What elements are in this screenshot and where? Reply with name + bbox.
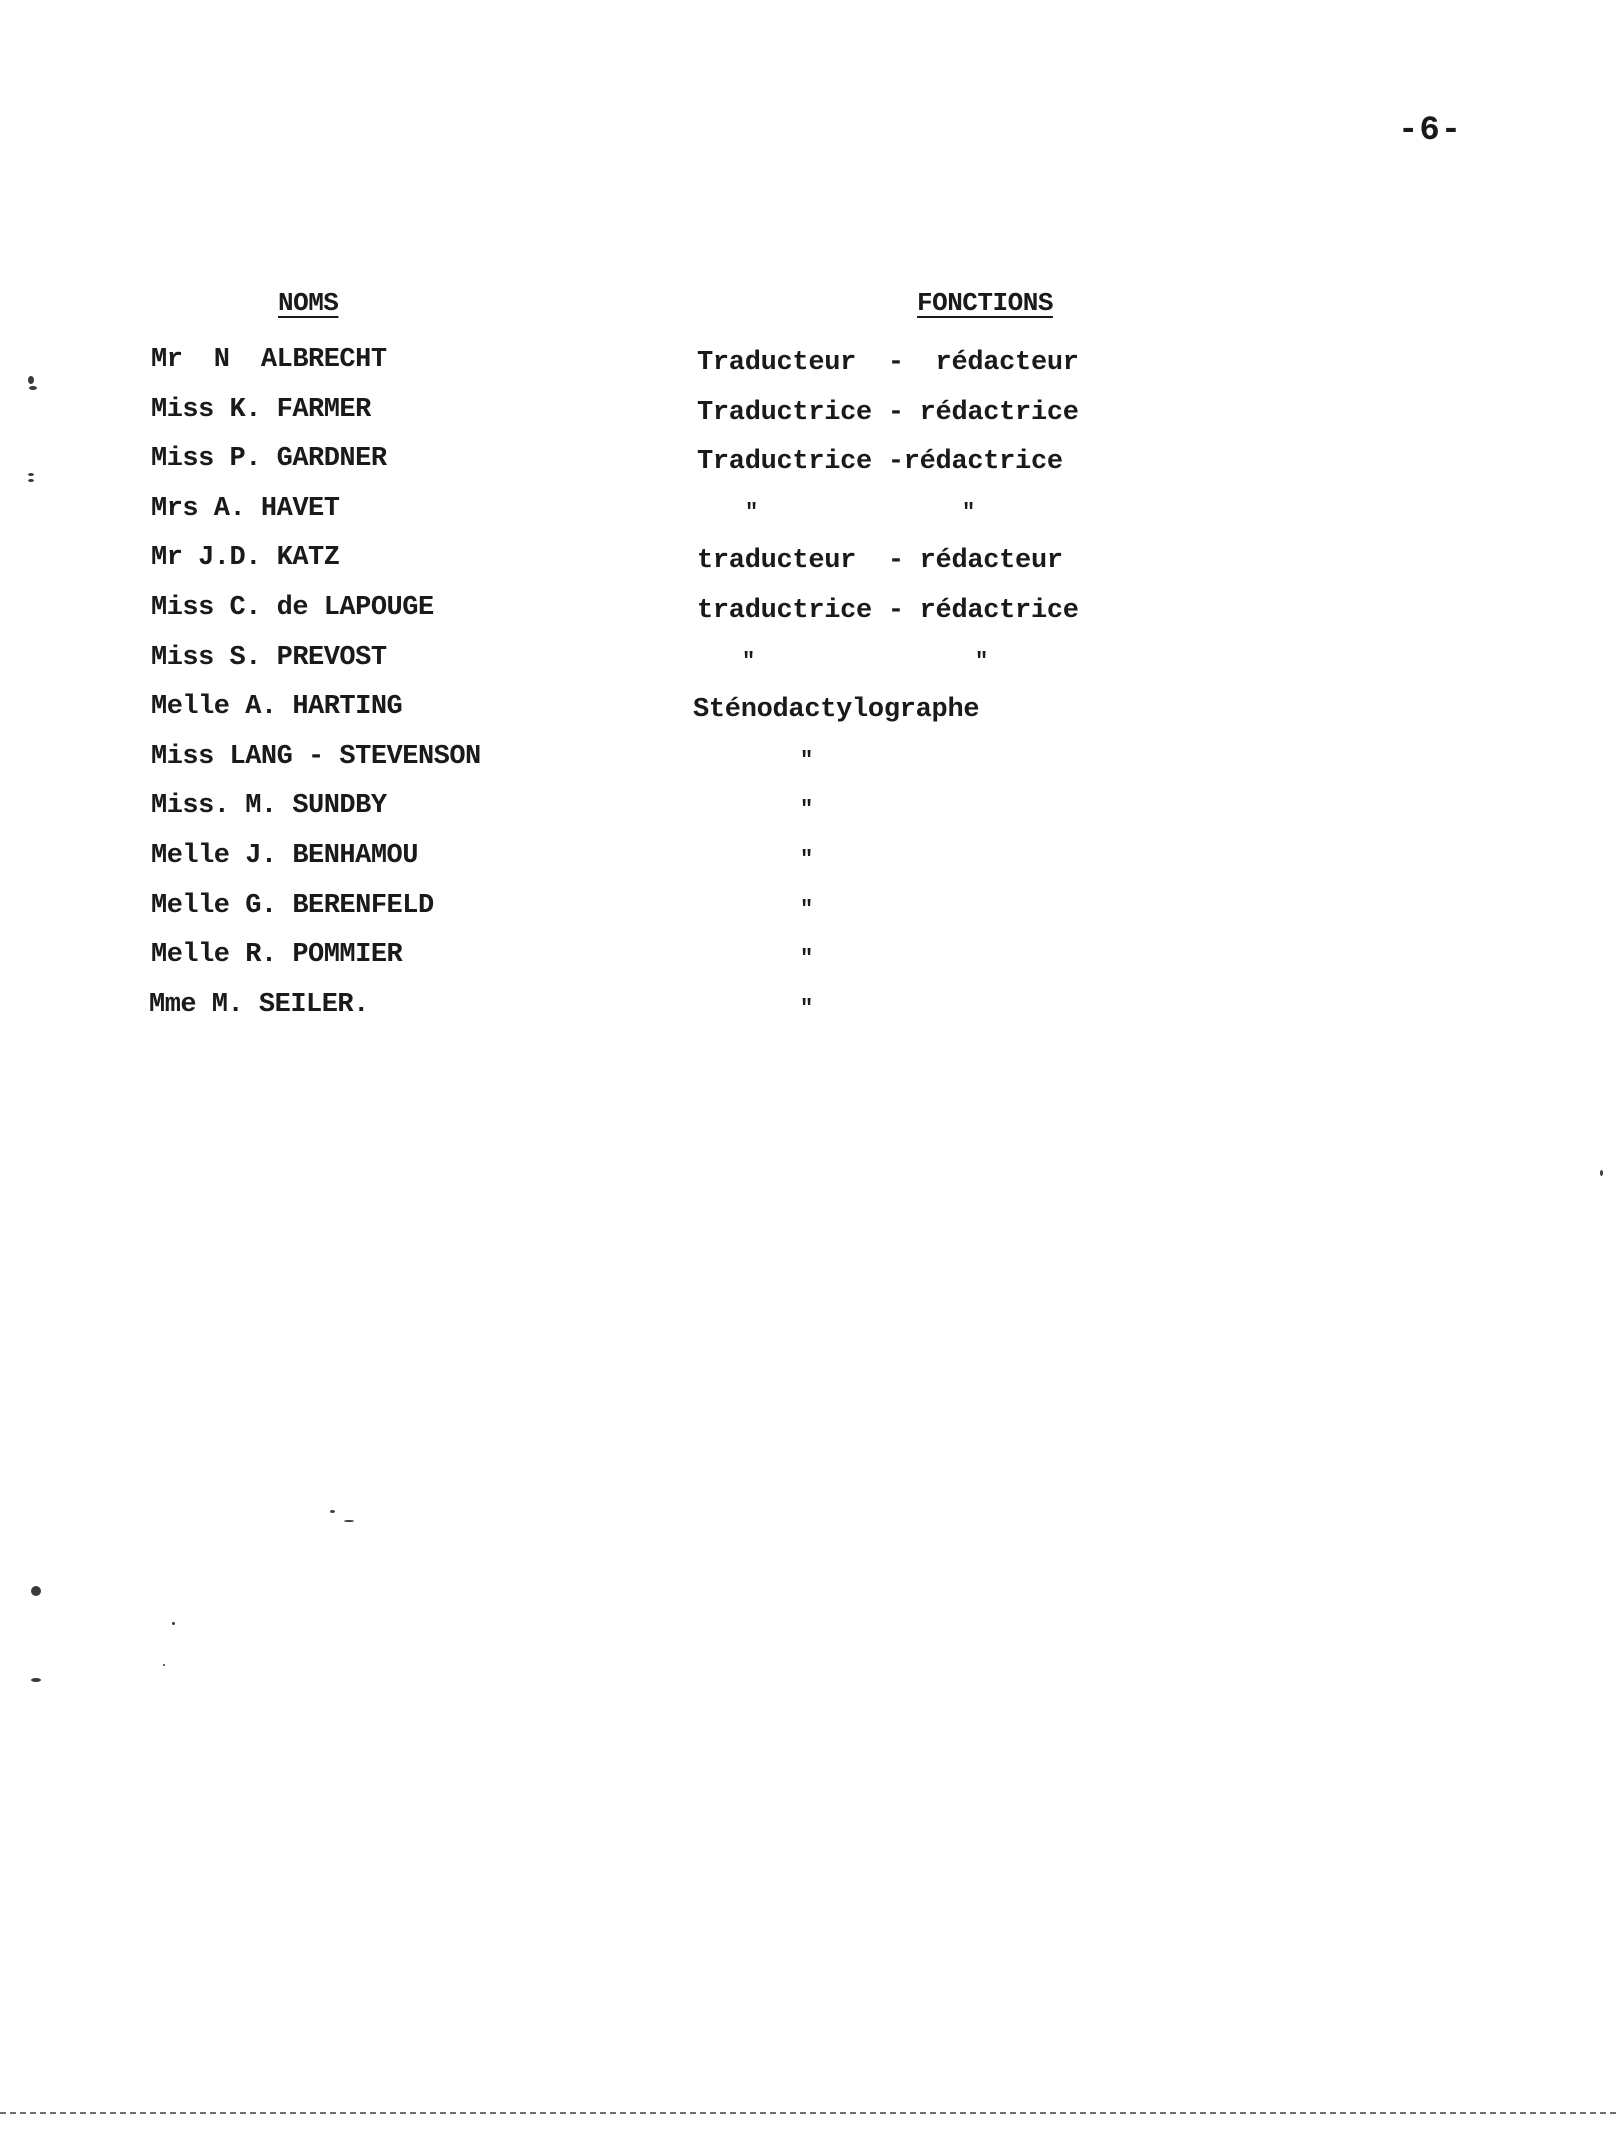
- roster-row: [0, 940, 1616, 990]
- scan-speck: [172, 1622, 175, 1625]
- staff-name: Melle A. HARTING: [151, 692, 403, 723]
- staff-name: Mr J.D. KATZ: [151, 543, 340, 574]
- page-number: -6-: [1398, 112, 1463, 150]
- staff-function: Sténodactylographe: [693, 695, 980, 726]
- staff-name: Melle G. BERENFELD: [151, 890, 434, 921]
- roster-row: [0, 841, 1616, 891]
- roster-row: [0, 692, 1616, 742]
- roster-row: [0, 593, 1616, 643]
- roster-row: [0, 891, 1616, 941]
- staff-name: Miss P. GARDNER: [151, 444, 387, 475]
- scan-speck: [28, 479, 34, 482]
- ditto-mark: ": [975, 648, 989, 674]
- ditto-mark: ": [800, 846, 814, 872]
- scan-speck: [28, 376, 34, 384]
- roster-row: [0, 494, 1616, 544]
- staff-name: Melle J. BENHAMOU: [151, 840, 418, 871]
- ditto-mark: ": [962, 499, 976, 525]
- staff-name: Miss. M. SUNDBY: [151, 791, 387, 822]
- scan-speck: [28, 473, 34, 476]
- roster-row: [0, 543, 1616, 593]
- scan-speck: [330, 1510, 335, 1513]
- ditto-mark: ": [800, 896, 814, 922]
- scan-speck: [1600, 1170, 1603, 1176]
- staff-name: Mr N ALBRECHT: [151, 345, 387, 375]
- roster-row: [0, 643, 1616, 693]
- staff-name: Miss K. FARMER: [151, 394, 371, 425]
- ditto-mark: ": [800, 946, 814, 972]
- column-header-names: NOMS: [278, 288, 339, 318]
- scan-speck: [31, 1586, 41, 1596]
- ditto-mark: ": [800, 995, 814, 1021]
- staff-name: Mme M. SEILER.: [149, 989, 369, 1020]
- staff-name: Mrs A. HAVET: [151, 493, 340, 524]
- scan-speck: [29, 386, 37, 390]
- ditto-mark: ": [800, 747, 814, 773]
- scan-speck: [344, 1520, 354, 1522]
- staff-function: Traductrice - rédactrice: [697, 397, 1079, 428]
- ditto-mark: ": [800, 797, 814, 823]
- roster-row: [0, 444, 1616, 494]
- ditto-mark: ": [745, 499, 759, 525]
- staff-name: Miss LANG - STEVENSON: [151, 741, 481, 772]
- staff-function: Traducteur - rédacteur: [697, 348, 1079, 378]
- staff-roster: [0, 345, 1616, 1039]
- page-bottom-edge: [0, 2112, 1616, 2114]
- scan-speck: [31, 1678, 41, 1682]
- roster-row: [0, 345, 1616, 395]
- roster-row: [0, 791, 1616, 841]
- staff-function: Traductrice -rédactrice: [697, 447, 1063, 478]
- staff-function: traducteur - rédacteur: [697, 546, 1063, 577]
- staff-name: Miss S. PREVOST: [151, 642, 387, 673]
- ditto-mark: ": [742, 648, 756, 674]
- staff-name: Miss C. de LAPOUGE: [151, 592, 434, 623]
- column-header-functions: FONCTIONS: [917, 288, 1053, 318]
- staff-name: Melle R. POMMIER: [151, 940, 403, 971]
- roster-row: [0, 742, 1616, 792]
- staff-function: traductrice - rédactrice: [697, 595, 1079, 626]
- roster-row: [0, 990, 1616, 1040]
- roster-row: [0, 395, 1616, 445]
- scan-speck: [163, 1664, 165, 1666]
